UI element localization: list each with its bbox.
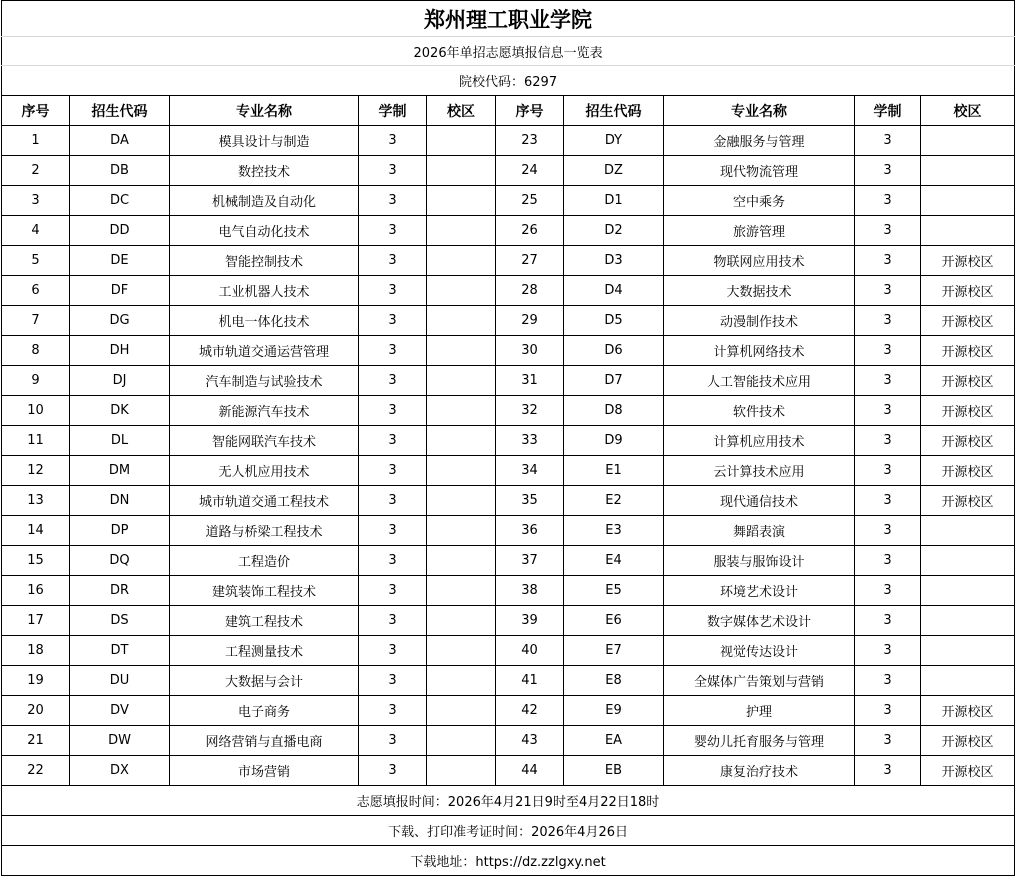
cell-major: 云计算技术应用 [664, 456, 855, 486]
cell-seq: 18 [2, 636, 70, 666]
cell-campus [427, 516, 496, 546]
cell-seq: 42 [496, 696, 564, 726]
cell-major: 婴幼儿托育服务与管理 [664, 726, 855, 756]
cell-major: 服装与服饰设计 [664, 546, 855, 576]
cell-code: DA [70, 126, 170, 156]
cell-major: 建筑装饰工程技术 [170, 576, 359, 606]
cell-duration: 3 [855, 696, 921, 726]
cell-code: D6 [564, 336, 664, 366]
cell-major: 软件技术 [664, 396, 855, 426]
cell-duration: 3 [359, 546, 427, 576]
cell-duration: 3 [359, 576, 427, 606]
cell-code: DY [564, 126, 664, 156]
cell-seq: 12 [2, 456, 70, 486]
cell-duration: 3 [359, 636, 427, 666]
cell-seq: 36 [496, 516, 564, 546]
table-row [2, 486, 1015, 516]
cell-campus [427, 606, 496, 636]
cell-major: 无人机应用技术 [170, 456, 359, 486]
cell-code: DV [70, 696, 170, 726]
cell-campus [427, 546, 496, 576]
cell-duration: 3 [359, 606, 427, 636]
cell-major: 全媒体广告策划与营销 [664, 666, 855, 696]
header-row [2, 96, 1015, 126]
cell-code: D4 [564, 276, 664, 306]
cell-duration: 3 [855, 306, 921, 336]
cell-campus [427, 666, 496, 696]
cell-code: D9 [564, 426, 664, 456]
cell-campus [427, 426, 496, 456]
cell-major: 工程造价 [170, 546, 359, 576]
cell-major: 大数据技术 [664, 276, 855, 306]
table-row [2, 576, 1015, 606]
cell-seq: 2 [2, 156, 70, 186]
cell-campus [427, 186, 496, 216]
cell-campus: 开源校区 [921, 486, 1015, 516]
cell-seq: 23 [496, 126, 564, 156]
cell-code: E3 [564, 516, 664, 546]
cell-code: DK [70, 396, 170, 426]
cell-duration: 3 [359, 366, 427, 396]
cell-seq: 35 [496, 486, 564, 516]
table-row [2, 456, 1015, 486]
cell-duration: 3 [359, 336, 427, 366]
table-row [2, 696, 1015, 726]
cell-campus: 开源校区 [921, 396, 1015, 426]
cell-code: DU [70, 666, 170, 696]
cell-major: 模具设计与制造 [170, 126, 359, 156]
cell-duration: 3 [855, 216, 921, 246]
cell-seq: 27 [496, 246, 564, 276]
cell-campus [427, 276, 496, 306]
table-row [2, 216, 1015, 246]
cell-code: E6 [564, 606, 664, 636]
cell-major: 城市轨道交通工程技术 [170, 486, 359, 516]
cell-duration: 3 [855, 486, 921, 516]
cell-seq: 33 [496, 426, 564, 456]
cell-major: 数字媒体艺术设计 [664, 606, 855, 636]
cell-seq: 8 [2, 336, 70, 366]
cell-campus: 开源校区 [921, 426, 1015, 456]
cell-duration: 3 [855, 546, 921, 576]
table-row [2, 126, 1015, 156]
cell-duration: 3 [855, 396, 921, 426]
header-code: 招生代码 [70, 96, 170, 126]
cell-seq: 34 [496, 456, 564, 486]
cell-seq: 39 [496, 606, 564, 636]
table-row [2, 246, 1015, 276]
cell-code: DD [70, 216, 170, 246]
cell-campus [427, 576, 496, 606]
cell-seq: 17 [2, 606, 70, 636]
cell-major: 市场营销 [170, 756, 359, 786]
cell-code: D1 [564, 186, 664, 216]
table-row [2, 756, 1015, 786]
cell-code: D5 [564, 306, 664, 336]
cell-code: E7 [564, 636, 664, 666]
table-row [2, 636, 1015, 666]
cell-code: D7 [564, 366, 664, 396]
cell-code: DE [70, 246, 170, 276]
cell-seq: 29 [496, 306, 564, 336]
cell-code: E4 [564, 546, 664, 576]
cell-campus [921, 186, 1015, 216]
cell-campus [921, 216, 1015, 246]
header-duration: 学制 [359, 96, 427, 126]
cell-seq: 15 [2, 546, 70, 576]
cell-seq: 10 [2, 396, 70, 426]
cell-code: DW [70, 726, 170, 756]
cell-campus [427, 726, 496, 756]
cell-code: E2 [564, 486, 664, 516]
cell-seq: 30 [496, 336, 564, 366]
cell-duration: 3 [359, 696, 427, 726]
cell-major: 城市轨道交通运营管理 [170, 336, 359, 366]
cell-major: 新能源汽车技术 [170, 396, 359, 426]
cell-campus: 开源校区 [921, 366, 1015, 396]
cell-campus [427, 306, 496, 336]
cell-duration: 3 [855, 726, 921, 756]
cell-campus [427, 696, 496, 726]
cell-campus [427, 126, 496, 156]
table-row [2, 516, 1015, 546]
table-row [2, 366, 1015, 396]
cell-code: D3 [564, 246, 664, 276]
cell-seq: 26 [496, 216, 564, 246]
cell-major: 机械制造及自动化 [170, 186, 359, 216]
cell-campus: 开源校区 [921, 756, 1015, 786]
cell-major: 工业机器人技术 [170, 276, 359, 306]
cell-campus [427, 636, 496, 666]
cell-seq: 9 [2, 366, 70, 396]
cell-major: 人工智能技术应用 [664, 366, 855, 396]
header-seq: 序号 [496, 96, 564, 126]
fill-time: 志愿填报时间：2026年4月21日9时至4月22日18时 [2, 786, 1015, 816]
cell-duration: 3 [359, 666, 427, 696]
cell-campus [427, 216, 496, 246]
cell-campus [427, 396, 496, 426]
cell-campus [921, 546, 1015, 576]
cell-code: D8 [564, 396, 664, 426]
cell-code: DG [70, 306, 170, 336]
cell-major: 物联网应用技术 [664, 246, 855, 276]
cell-major: 现代物流管理 [664, 156, 855, 186]
cell-major: 建筑工程技术 [170, 606, 359, 636]
cell-major: 环境艺术设计 [664, 576, 855, 606]
cell-duration: 3 [855, 336, 921, 366]
cell-major: 电子商务 [170, 696, 359, 726]
table-row [2, 726, 1015, 756]
cell-code: DZ [564, 156, 664, 186]
cell-major: 汽车制造与试验技术 [170, 366, 359, 396]
cell-campus: 开源校区 [921, 276, 1015, 306]
cell-duration: 3 [855, 126, 921, 156]
cell-seq: 22 [2, 756, 70, 786]
cell-campus [921, 636, 1015, 666]
table-row [2, 666, 1015, 696]
cell-code: DN [70, 486, 170, 516]
cell-duration: 3 [359, 216, 427, 246]
cell-major: 电气自动化技术 [170, 216, 359, 246]
cell-seq: 41 [496, 666, 564, 696]
cell-seq: 5 [2, 246, 70, 276]
print-time: 下载、打印准考证时间：2026年4月26日 [2, 816, 1015, 846]
cell-major: 视觉传达设计 [664, 636, 855, 666]
cell-duration: 3 [855, 756, 921, 786]
table-row [2, 156, 1015, 186]
table-row [2, 336, 1015, 366]
cell-seq: 24 [496, 156, 564, 186]
table-row [2, 546, 1015, 576]
cell-code: DB [70, 156, 170, 186]
enrollment-table [1, 0, 1015, 876]
cell-code: DH [70, 336, 170, 366]
cell-major: 现代通信技术 [664, 486, 855, 516]
cell-campus [427, 336, 496, 366]
cell-campus: 开源校区 [921, 246, 1015, 276]
cell-code: DX [70, 756, 170, 786]
cell-seq: 37 [496, 546, 564, 576]
cell-duration: 3 [359, 186, 427, 216]
cell-campus [921, 666, 1015, 696]
cell-code: E5 [564, 576, 664, 606]
cell-seq: 31 [496, 366, 564, 396]
cell-duration: 3 [855, 156, 921, 186]
cell-campus [427, 456, 496, 486]
cell-major: 机电一体化技术 [170, 306, 359, 336]
cell-campus: 开源校区 [921, 456, 1015, 486]
cell-duration: 3 [855, 186, 921, 216]
cell-duration: 3 [359, 516, 427, 546]
cell-duration: 3 [855, 366, 921, 396]
cell-major: 计算机应用技术 [664, 426, 855, 456]
cell-major: 金融服务与管理 [664, 126, 855, 156]
cell-major: 康复治疗技术 [664, 756, 855, 786]
header-major: 专业名称 [664, 96, 855, 126]
cell-code: DJ [70, 366, 170, 396]
cell-duration: 3 [359, 456, 427, 486]
cell-seq: 14 [2, 516, 70, 546]
cell-campus [921, 516, 1015, 546]
cell-seq: 43 [496, 726, 564, 756]
cell-seq: 21 [2, 726, 70, 756]
cell-campus [921, 156, 1015, 186]
cell-seq: 32 [496, 396, 564, 426]
page-title: 郑州理工职业学院 [2, 1, 1015, 37]
cell-campus [427, 486, 496, 516]
cell-seq: 44 [496, 756, 564, 786]
cell-duration: 3 [359, 126, 427, 156]
cell-campus [921, 606, 1015, 636]
cell-seq: 11 [2, 426, 70, 456]
cell-campus [921, 576, 1015, 606]
header-campus: 校区 [427, 96, 496, 126]
table-row [2, 396, 1015, 426]
cell-seq: 1 [2, 126, 70, 156]
header-seq: 序号 [2, 96, 70, 126]
cell-seq: 28 [496, 276, 564, 306]
cell-code: DR [70, 576, 170, 606]
cell-duration: 3 [855, 516, 921, 546]
cell-duration: 3 [855, 246, 921, 276]
cell-code: EB [564, 756, 664, 786]
cell-code: D2 [564, 216, 664, 246]
cell-campus [427, 246, 496, 276]
cell-major: 智能控制技术 [170, 246, 359, 276]
cell-seq: 7 [2, 306, 70, 336]
cell-major: 工程测量技术 [170, 636, 359, 666]
cell-seq: 40 [496, 636, 564, 666]
cell-code: EA [564, 726, 664, 756]
cell-major: 智能网联汽车技术 [170, 426, 359, 456]
cell-campus: 开源校区 [921, 336, 1015, 366]
cell-code: E1 [564, 456, 664, 486]
cell-code: DQ [70, 546, 170, 576]
cell-duration: 3 [359, 396, 427, 426]
cell-major: 道路与桥梁工程技术 [170, 516, 359, 546]
cell-duration: 3 [359, 306, 427, 336]
cell-duration: 3 [855, 606, 921, 636]
cell-major: 护理 [664, 696, 855, 726]
cell-seq: 13 [2, 486, 70, 516]
cell-duration: 3 [359, 426, 427, 456]
cell-code: E8 [564, 666, 664, 696]
cell-code: DF [70, 276, 170, 306]
cell-major: 空中乘务 [664, 186, 855, 216]
table-row [2, 606, 1015, 636]
header-campus: 校区 [921, 96, 1015, 126]
cell-major: 大数据与会计 [170, 666, 359, 696]
cell-code: DC [70, 186, 170, 216]
cell-code: DL [70, 426, 170, 456]
cell-duration: 3 [359, 486, 427, 516]
header-major: 专业名称 [170, 96, 359, 126]
cell-campus [921, 126, 1015, 156]
cell-seq: 25 [496, 186, 564, 216]
cell-major: 旅游管理 [664, 216, 855, 246]
cell-duration: 3 [359, 246, 427, 276]
cell-seq: 38 [496, 576, 564, 606]
cell-duration: 3 [855, 426, 921, 456]
cell-seq: 19 [2, 666, 70, 696]
school-code: 院校代码：6297 [2, 66, 1015, 96]
cell-campus [427, 156, 496, 186]
cell-duration: 3 [359, 156, 427, 186]
table-row [2, 426, 1015, 456]
cell-campus: 开源校区 [921, 696, 1015, 726]
cell-code: DM [70, 456, 170, 486]
cell-campus: 开源校区 [921, 306, 1015, 336]
cell-duration: 3 [855, 576, 921, 606]
cell-major: 动漫制作技术 [664, 306, 855, 336]
cell-seq: 20 [2, 696, 70, 726]
header-duration: 学制 [855, 96, 921, 126]
cell-major: 舞蹈表演 [664, 516, 855, 546]
download-url: 下载地址：https://dz.zzlgxy.net [2, 846, 1015, 876]
cell-code: E9 [564, 696, 664, 726]
table-row [2, 186, 1015, 216]
cell-duration: 3 [359, 726, 427, 756]
cell-code: DS [70, 606, 170, 636]
header-code: 招生代码 [564, 96, 664, 126]
cell-duration: 3 [359, 276, 427, 306]
table-row [2, 276, 1015, 306]
cell-seq: 4 [2, 216, 70, 246]
cell-major: 网络营销与直播电商 [170, 726, 359, 756]
cell-campus: 开源校区 [921, 726, 1015, 756]
cell-major: 数控技术 [170, 156, 359, 186]
cell-campus [427, 756, 496, 786]
cell-code: DT [70, 636, 170, 666]
cell-seq: 16 [2, 576, 70, 606]
cell-duration: 3 [855, 276, 921, 306]
cell-seq: 6 [2, 276, 70, 306]
cell-seq: 3 [2, 186, 70, 216]
table-row [2, 306, 1015, 336]
cell-duration: 3 [855, 636, 921, 666]
cell-major: 计算机网络技术 [664, 336, 855, 366]
cell-duration: 3 [855, 666, 921, 696]
cell-duration: 3 [855, 456, 921, 486]
cell-duration: 3 [359, 756, 427, 786]
cell-code: DP [70, 516, 170, 546]
cell-campus [427, 366, 496, 396]
page-subtitle: 2026年单招志愿填报信息一览表 [2, 37, 1015, 66]
